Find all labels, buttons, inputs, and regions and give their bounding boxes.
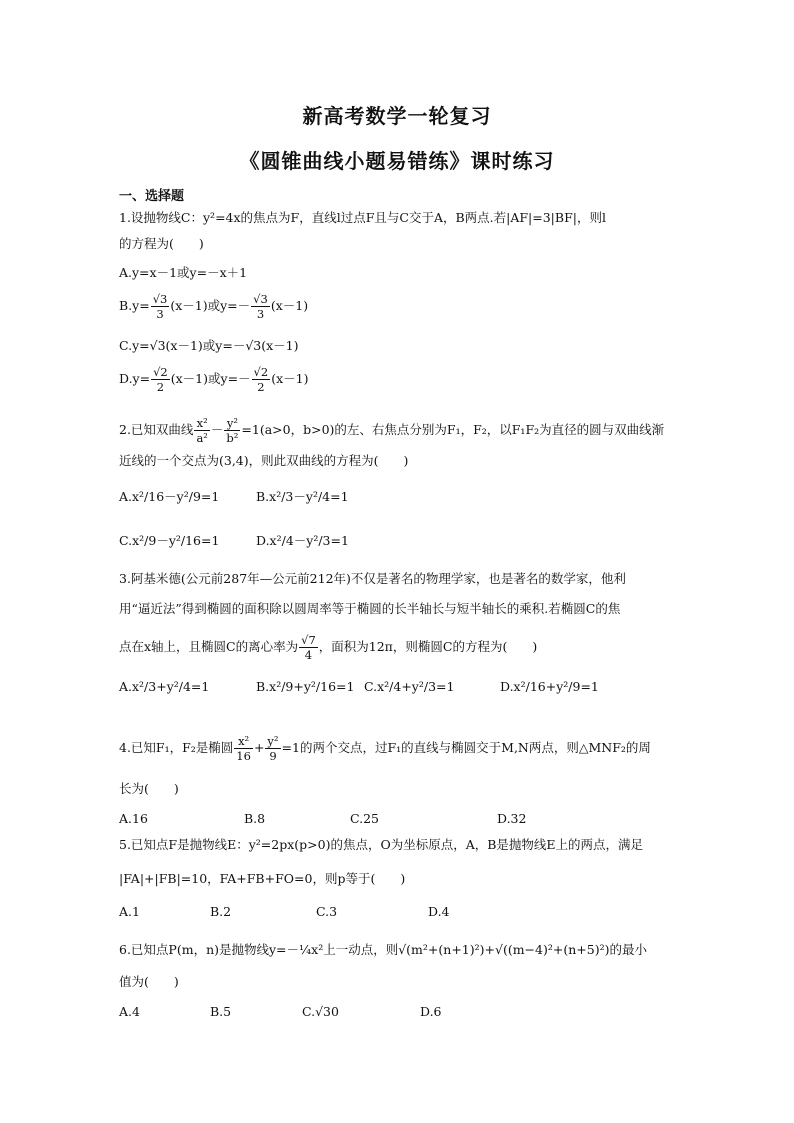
q2-option-d: D.x²/4－y²/3=1 (256, 533, 349, 548)
q2-option-a: A.x²/16－y²/9=1 (119, 489, 220, 504)
document-title: 新高考数学一轮复习 (302, 104, 492, 128)
q3-stem-suffix: ，面积为12π，则椭圆C的方程为( ) (318, 639, 538, 654)
q3-option-a: A.x²/3+y²/4=1 (119, 679, 210, 694)
q5-stem-line1: 5.已知点F是抛物线E：y²=2px(p>0)的焦点，O为坐标原点，A，B是抛物线E上的两点，满足 (119, 837, 644, 852)
q1-option-b (119, 292, 308, 321)
q1-b-num2: √3 (253, 292, 268, 306)
q2-frac-x: $\frac{\text{x²}}{\text{a²}}$ (196, 416, 208, 445)
q3-eccentricity (299, 633, 318, 662)
q1-b-den2: 3 (256, 307, 265, 321)
q1-b-frac1 (151, 292, 170, 321)
q5-option-d: D.4 (428, 904, 450, 919)
q1-option-d (119, 365, 308, 394)
q1-d-frac2 (252, 365, 271, 394)
q2-stem-suffix: =1(a>0，b>0)的左、右焦点分别为F₁，F₂，以F₁F₂为直径的圆与双曲线渐 (241, 422, 665, 437)
q4-option-d: D.32 (497, 811, 527, 826)
q3-option-c: C.x²/4+y²/3=1 (364, 679, 455, 694)
q5-stem-line2: |FA|+|FB|=10，FA+FB+FO=0，则p等于( ) (119, 871, 406, 886)
q6-option-d: D.6 (420, 1004, 442, 1019)
q1-b-prefix: B.y= (119, 298, 150, 313)
q1-d-num2: √2 (253, 365, 269, 379)
q3-option-d: D.x²/16+y²/9=1 (500, 679, 599, 694)
q1-b-frac2 (251, 292, 270, 321)
section-heading: 一、选择题 (119, 189, 185, 204)
q1-b-num1: √3 (152, 292, 168, 306)
q1-b-middle: (x－1)或y=－ (170, 298, 251, 313)
q4-stem-line2: 长为( ) (119, 781, 179, 796)
q2-option-b: B.x²/3－y²/4=1 (256, 489, 349, 504)
q1-d-suffix: (x－1) (271, 371, 309, 386)
document-subtitle: 《圆锥曲线小题易错练》课时练习 (239, 149, 555, 173)
q1-d-num1: √2 (153, 365, 168, 379)
q4-stem-line1: 4.已知F₁，F₂是椭圆 $\frac{\text{x²}}{16}$ + $\frac{\text{y²}}{9}$ =1的两个交点，过F₁的直线与椭圆交于M,N两点，则△MNF₂的周 (119, 734, 651, 763)
q1-b-den1: 3 (156, 307, 164, 321)
q5-option-b: B.2 (210, 904, 232, 919)
q1-stem-line2: 的方程为( ) (119, 236, 204, 251)
q4-option-b: B.8 (244, 811, 266, 826)
q2-stem-line2: 近线的一个交点为(3,4)，则此双曲线的方程为( ) (119, 453, 409, 468)
q3-stem-line1: 3.阿基米德(公元前287年—公元前212年)不仅是著名的物理学家，也是著名的数学家，他利 (119, 571, 626, 586)
q5-option-c: C.3 (316, 904, 338, 919)
q4-stem-suffix: =1的两个交点，过F₁的直线与椭圆交于M,N两点，则△MNF₂的周 (281, 740, 651, 755)
q6-option-c: C.√30 (302, 1004, 339, 1019)
q3-stem-prefix: 点在x轴上，且椭圆C的离心率为 (119, 639, 299, 654)
q2-stem-prefix: 2.已知双曲线 (119, 422, 194, 437)
q4-frac-y: $\frac{\text{y²}}{9}$ (267, 734, 279, 763)
q1-option-c: C.y=√3(x－1)或y=－√3(x－1) (119, 338, 299, 353)
q1-option-a: A.y=x－1或y=－x＋1 (119, 265, 248, 280)
q6-stem-line1: 6.已知点P(m，n)是抛物线y=－¼x²上一动点，则√(m²+(n+1)²)+√((m−4)²+(n+5)²)的最小 (119, 942, 647, 957)
q4-frac-x: $\frac{\text{x²}}{16}$ (236, 734, 251, 763)
q1-d-den2: 2 (257, 380, 265, 394)
q5-option-a: A.1 (119, 904, 140, 919)
q3-stem-line2: 用“逼近法”得到椭圆的面积除以圆周率等于椭圆的长半轴长与短半轴长的乘积.若椭圆C的焦 (119, 601, 621, 616)
q2-frac-y: $\frac{\text{y²}}{\text{b²}}$ (226, 416, 239, 445)
q1-b-suffix: (x－1) (270, 298, 309, 313)
q6-option-a: A.4 (119, 1004, 140, 1019)
q6-option-b: B.5 (210, 1004, 232, 1019)
q3-ecc-num: √7 (301, 633, 316, 647)
q1-stem-line1: 1.设抛物线C：y²=4x的焦点为F，直线l过点F且与C交于A，B两点.若|AF|=3|BF|，则l (119, 210, 606, 225)
q3-option-b: B.x²/9+y²/16=1 (256, 679, 355, 694)
q6-stem-line2: 值为( ) (119, 974, 179, 989)
q4-option-a: A.16 (119, 811, 148, 826)
q1-d-den1: 2 (156, 380, 165, 394)
q3-stem-line3 (119, 633, 537, 662)
q4-stem-prefix: 4.已知F₁，F₂是椭圆 (119, 740, 234, 755)
q1-d-middle: (x－1)或y=－ (170, 371, 251, 386)
q2-option-c: C.x²/9－y²/16=1 (119, 533, 220, 548)
q3-ecc-den: 4 (304, 648, 313, 662)
q1-d-frac1 (151, 365, 170, 394)
q1-d-prefix: D.y= (119, 371, 151, 386)
q4-option-c: C.25 (350, 811, 379, 826)
q2-stem-line1: 2.已知双曲线 $\frac{\text{x²}}{\text{a²}}$ － $\frac{\text{y²}}{\text{b²}}$ =1(a>0，b>0)的左、右焦点分别为F₁，F₂，以F₁F₂为直径的圆与双曲线渐 (119, 416, 665, 445)
